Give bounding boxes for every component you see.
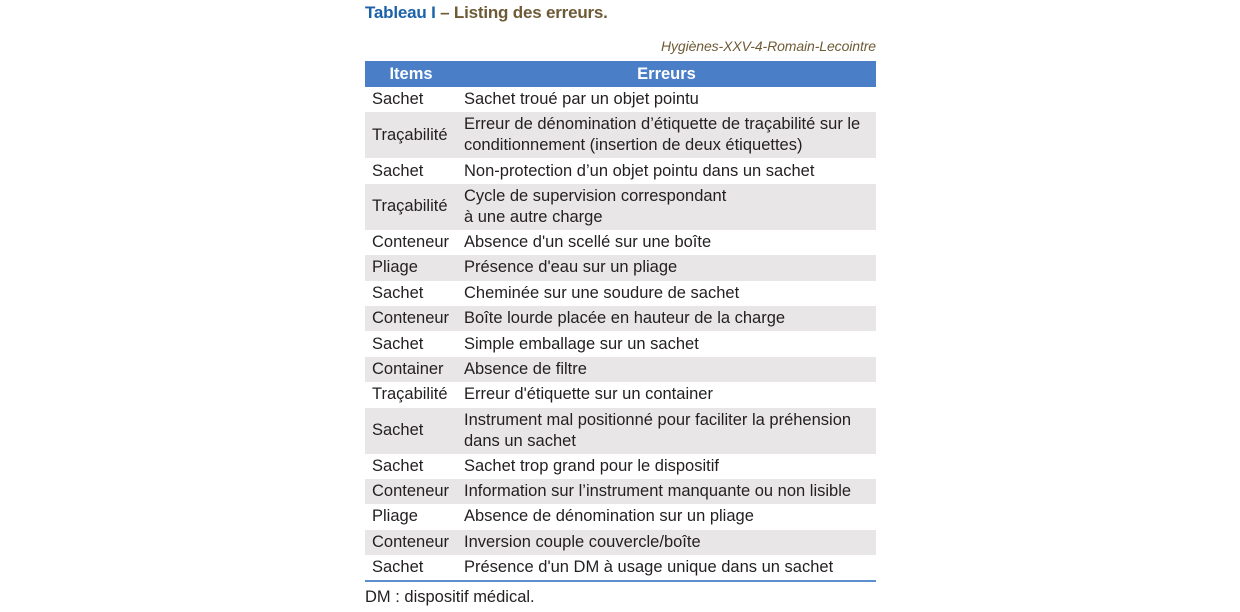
error-cell: Erreur d'étiquette sur un container xyxy=(464,385,713,404)
item-cell: Conteneur xyxy=(365,306,457,331)
item-cell: Sachet xyxy=(372,334,424,353)
error-cell: Cheminée sur une soudure de sachet xyxy=(464,283,740,302)
table-caption xyxy=(365,3,608,23)
item-cell: Traçabilité xyxy=(365,184,457,230)
error-cell: Absence d'un scellé sur une boîte xyxy=(464,232,712,251)
item-cell: Conteneur xyxy=(365,479,457,504)
table-title: – Listing des erreurs. xyxy=(435,3,608,22)
item-cell: Sachet xyxy=(372,283,424,302)
error-cell: Présence d'un DM à usage unique dans un sachet xyxy=(464,558,834,577)
table-row xyxy=(365,184,876,230)
image-credit: Hygiènes-XXV-4-Romain-Lecointre xyxy=(660,38,876,54)
table-row xyxy=(365,112,876,158)
error-cell: Absence de dénomination sur un pliage xyxy=(464,507,754,526)
item-cell: Traçabilité xyxy=(365,112,457,158)
table-row xyxy=(365,408,876,454)
error-cell: Erreur de dénomination d’étiquette de traçabilité sur le conditionnement (insertion de deux étiquettes) xyxy=(457,112,876,158)
error-cell: Boîte lourde placée en hauteur de la charge xyxy=(457,306,876,331)
error-cell: Présence d'eau sur un pliage xyxy=(457,255,876,280)
error-cell: Inversion couple couvercle/boîte xyxy=(457,530,876,555)
table-row xyxy=(365,454,876,479)
table-row xyxy=(365,504,876,529)
table-row xyxy=(365,306,876,331)
table-row xyxy=(365,555,876,581)
error-cell: Simple emballage sur un sachet xyxy=(464,334,699,353)
item-cell: Conteneur xyxy=(365,530,457,555)
table-row xyxy=(365,230,876,255)
table-row xyxy=(365,357,876,382)
error-cell: Non-protection d’un objet pointu dans un sachet xyxy=(464,161,815,180)
error-cell: Information sur l’instrument manquante ou non lisible xyxy=(457,479,876,504)
error-cell: Sachet troué par un objet pointu xyxy=(464,90,699,109)
item-cell: Pliage xyxy=(372,507,418,526)
table-row xyxy=(365,382,876,407)
table-row xyxy=(365,281,876,306)
item-cell: Sachet xyxy=(372,456,424,475)
error-cell: Instrument mal positionné pour faciliter la préhension dans un sachet xyxy=(457,408,876,454)
error-cell: Absence de filtre xyxy=(457,357,876,382)
table-row xyxy=(365,479,876,504)
table-header-row xyxy=(365,61,876,87)
table-footnote: DM : dispositif médical. xyxy=(365,588,535,606)
item-cell: Traçabilité xyxy=(372,385,448,404)
table-row xyxy=(365,331,876,356)
item-cell: Container xyxy=(365,357,457,382)
error-cell: Sachet trop grand pour le dispositif xyxy=(464,456,719,475)
column-header-errors: Erreurs xyxy=(457,61,876,87)
item-cell: Sachet xyxy=(372,161,424,180)
table-row xyxy=(365,530,876,555)
item-cell: Sachet xyxy=(372,90,424,109)
error-cell: Cycle de supervision correspondant à une autre charge xyxy=(457,184,876,230)
item-cell: Sachet xyxy=(365,408,457,454)
item-cell: Pliage xyxy=(365,255,457,280)
errors-table xyxy=(365,61,876,582)
item-cell: Sachet xyxy=(372,558,424,577)
table-row xyxy=(365,158,876,183)
table-number: Tableau I xyxy=(365,3,436,22)
table-row xyxy=(365,255,876,280)
item-cell: Conteneur xyxy=(372,232,450,251)
table-row xyxy=(365,87,876,112)
column-header-items: Items xyxy=(365,61,457,87)
